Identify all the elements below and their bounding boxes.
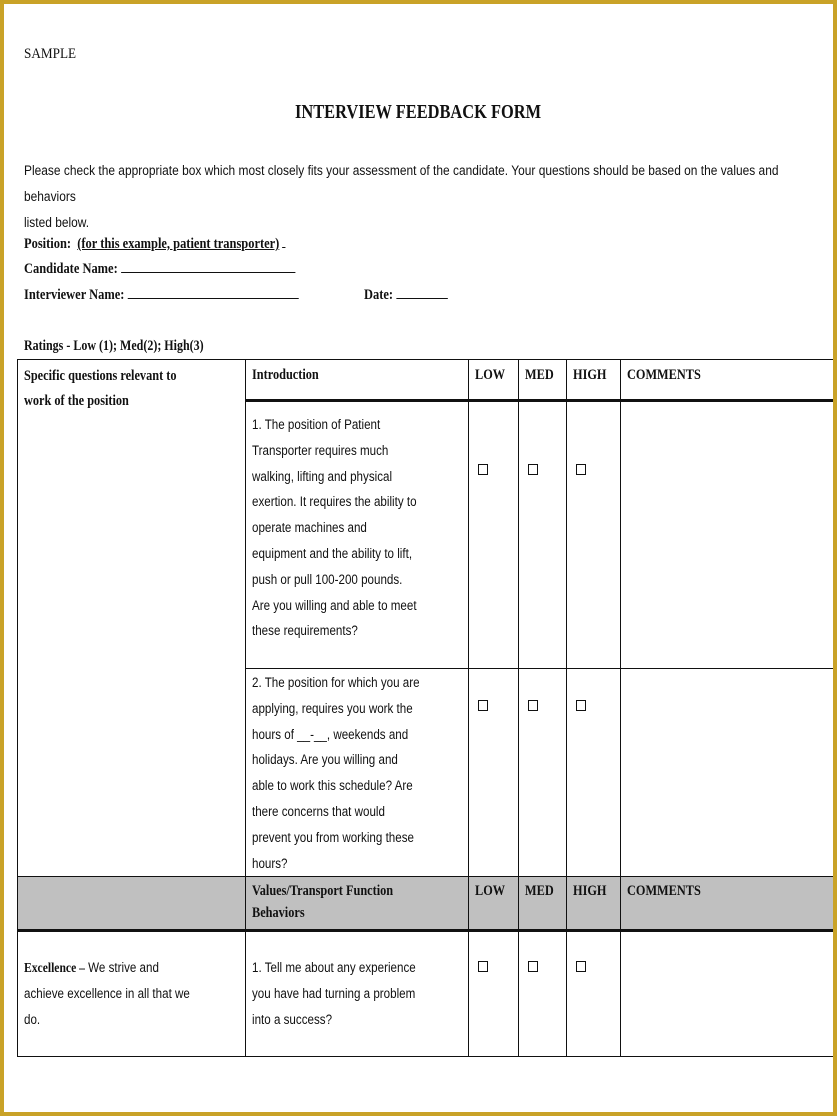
introduction-header: Introduction (246, 360, 469, 401)
position-field: Position: (for this example, patient transporter) (24, 236, 286, 253)
sample-label: SAMPLE (24, 46, 77, 62)
question-3: 1. Tell me about any experience you have had turning a problem into a success? (246, 931, 469, 1057)
med-header-2: MED (518, 877, 566, 931)
values-header: Values/Transport Function Behaviors (246, 877, 469, 931)
low-header: LOW (469, 360, 519, 401)
question-1: 1. The position of Patient Transporter requires much walking, lifting and physical exertion. It requires the ability to operate machines and equipment and the ability to lift, push or pull 100-200 pounds. Are you willing and able to meet these requirements? (246, 401, 469, 669)
excellence-cell: Excellence – We strive and achieve excellence in all that we do. (18, 931, 246, 1057)
high-header: HIGH (566, 360, 620, 401)
form-title: INTERVIEW FEEDBACK FORM (295, 101, 542, 123)
question-2: 2. The position for which you are applying, requires you work the hours of __-__, weekends and holidays. Are you willing and able to work this schedule? Are there concerns that would prevent you from working these hours? (246, 669, 469, 877)
comments-header: COMMENTS (620, 360, 836, 401)
position-value: (for this example, patient transporter) (77, 236, 280, 252)
excellence-label: Excellence – (24, 960, 85, 976)
med-header: MED (518, 360, 566, 401)
low-header-2: LOW (469, 877, 519, 931)
instructions: Please check the appropriate box which most closely fits your assessment of the candidate. Your questions should be based on the values and behaviors listed below. (24, 163, 779, 230)
ratings-legend: Ratings - Low (1); Med(2); High(3) (24, 338, 204, 354)
comments-header-2: COMMENTS (620, 877, 836, 931)
left-header: Specific questions relevant to work of the position (24, 368, 177, 409)
high-header-2: HIGH (566, 877, 620, 931)
date-field: Date: (364, 287, 448, 304)
interviewer-name-field: Interviewer Name: (24, 287, 298, 304)
candidate-name-field: Candidate Name: (24, 261, 295, 278)
